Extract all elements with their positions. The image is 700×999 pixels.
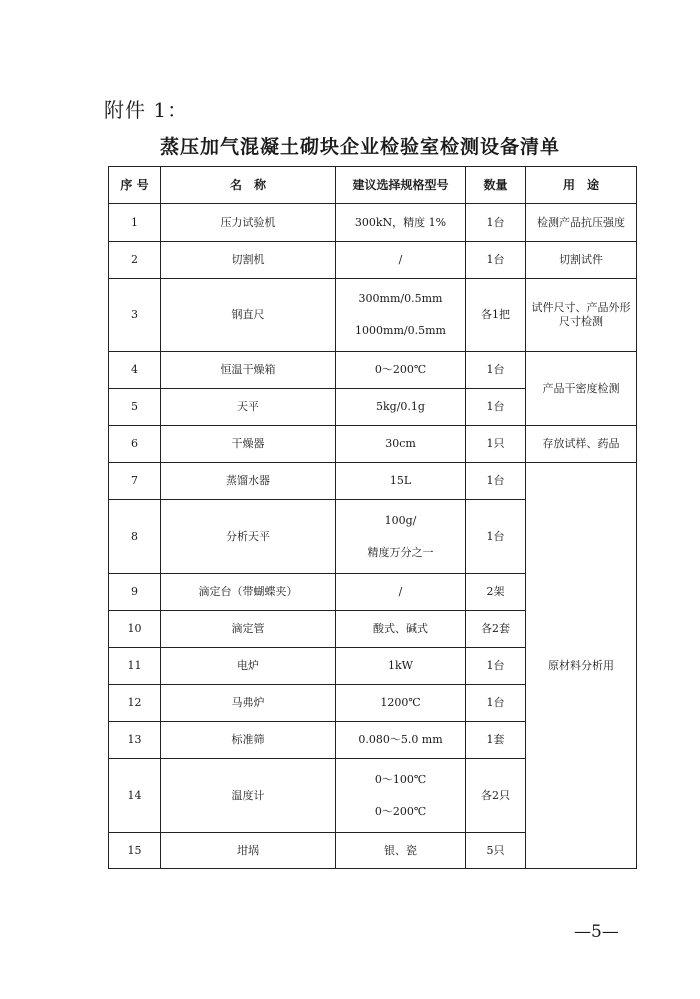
header-spec: 建议选择规格型号 xyxy=(336,167,466,204)
row-use: 产品干密度检测 xyxy=(526,352,637,426)
header-use: 用 途 xyxy=(526,167,637,204)
row-index: 13 xyxy=(109,722,161,759)
equipment-table xyxy=(108,166,637,869)
row-spec: 15L xyxy=(336,463,466,500)
row-quantity: 5只 xyxy=(466,833,526,869)
row-index: 8 xyxy=(109,500,161,574)
row-spec: 30cm xyxy=(336,426,466,463)
row-spec-line: 精度万分之一 xyxy=(367,545,434,559)
table-row xyxy=(109,204,637,242)
row-spec-line: 0～100℃ xyxy=(374,772,427,786)
row-spec xyxy=(336,279,466,352)
row-spec xyxy=(336,500,466,574)
row-name: 滴定管 xyxy=(161,611,336,648)
table-row xyxy=(109,352,637,389)
row-name: 干燥器 xyxy=(161,426,336,463)
row-index: 3 xyxy=(109,279,161,352)
document-title: 蒸压加气混凝土砌块企业检验室检测设备清单 xyxy=(159,136,560,158)
table-row xyxy=(109,426,637,463)
row-quantity: 1台 xyxy=(466,204,526,242)
row-index: 11 xyxy=(109,648,161,685)
row-spec: 1200℃ xyxy=(336,685,466,722)
row-quantity: 1台 xyxy=(466,648,526,685)
row-spec: / xyxy=(336,242,466,279)
row-quantity: 各2套 xyxy=(466,611,526,648)
row-spec: 0～200℃ xyxy=(336,352,466,389)
row-index: 4 xyxy=(109,352,161,389)
row-name: 蒸馏水器 xyxy=(161,463,336,500)
row-index: 5 xyxy=(109,389,161,426)
row-quantity: 1台 xyxy=(466,685,526,722)
row-quantity: 各1把 xyxy=(466,279,526,352)
row-index: 7 xyxy=(109,463,161,500)
header-quantity: 数量 xyxy=(466,167,526,204)
row-quantity: 1只 xyxy=(466,426,526,463)
row-index: 9 xyxy=(109,574,161,611)
row-name: 滴定台（带蝴蝶夹） xyxy=(161,574,336,611)
row-use: 试件尺寸、产品外形尺寸检测 xyxy=(526,279,637,352)
row-spec: 酸式、碱式 xyxy=(336,611,466,648)
row-quantity: 1台 xyxy=(466,352,526,389)
row-name: 标准筛 xyxy=(161,722,336,759)
row-name: 恒温干燥箱 xyxy=(161,352,336,389)
row-spec-line: 0～200℃ xyxy=(374,804,427,818)
row-index: 6 xyxy=(109,426,161,463)
row-spec: 银、瓷 xyxy=(336,833,466,869)
row-name: 钢直尺 xyxy=(161,279,336,352)
row-name: 切割机 xyxy=(161,242,336,279)
row-spec: 300kN，精度 1% xyxy=(336,204,466,242)
row-spec: / xyxy=(336,574,466,611)
row-spec: 5kg/0.1g xyxy=(336,389,466,426)
row-index: 10 xyxy=(109,611,161,648)
row-spec xyxy=(336,759,466,833)
row-use: 存放试样、药品 xyxy=(526,426,637,463)
row-quantity: 1台 xyxy=(466,500,526,574)
row-index: 14 xyxy=(109,759,161,833)
row-name: 天平 xyxy=(161,389,336,426)
row-index: 1 xyxy=(109,204,161,242)
row-spec: 1kW xyxy=(336,648,466,685)
row-index: 15 xyxy=(109,833,161,869)
table-row xyxy=(109,242,637,279)
row-quantity: 1台 xyxy=(466,242,526,279)
row-use: 切割试件 xyxy=(526,242,637,279)
attachment-label: 附件 1： xyxy=(104,98,189,122)
row-spec-line: 100g/ xyxy=(384,513,417,527)
row-spec-line: 1000mm/0.5mm xyxy=(355,324,446,337)
row-name: 电炉 xyxy=(161,648,336,685)
row-name: 温度计 xyxy=(161,759,336,833)
row-name: 马弗炉 xyxy=(161,685,336,722)
table-header-row xyxy=(109,167,637,204)
row-index: 12 xyxy=(109,685,161,722)
row-spec: 0.080～5.0 mm xyxy=(336,722,466,759)
row-name: 坩埚 xyxy=(161,833,336,869)
table-row xyxy=(109,463,637,500)
row-name: 分析天平 xyxy=(161,500,336,574)
row-quantity: 1套 xyxy=(466,722,526,759)
row-quantity: 1台 xyxy=(466,463,526,500)
row-spec-line: 300mm/0.5mm xyxy=(358,292,443,306)
row-quantity: 各2只 xyxy=(466,759,526,833)
row-use: 原材料分析用 xyxy=(526,463,637,869)
row-use: 检测产品抗压强度 xyxy=(526,204,637,242)
header-index: 序 号 xyxy=(109,167,161,204)
table-row xyxy=(109,279,637,352)
row-name: 压力试验机 xyxy=(161,204,336,242)
page-number: —5— xyxy=(574,922,619,942)
row-index: 2 xyxy=(109,242,161,279)
row-quantity: 2架 xyxy=(466,574,526,611)
row-quantity: 1台 xyxy=(466,389,526,426)
header-name: 名 称 xyxy=(161,167,336,204)
